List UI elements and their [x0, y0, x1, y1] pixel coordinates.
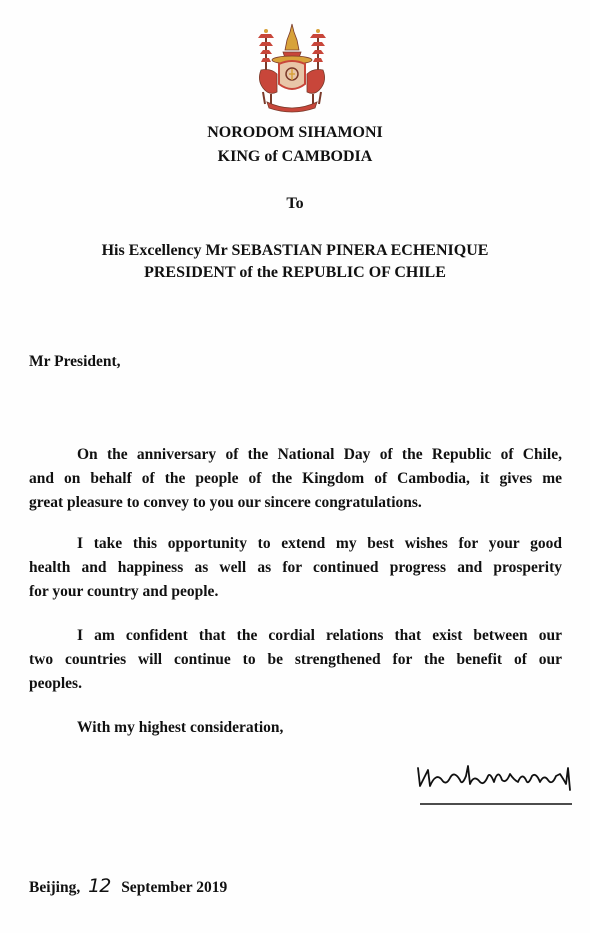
paragraph-line: health and happiness as well as for continued progress and prosperity — [29, 559, 562, 576]
shield-icon — [279, 61, 305, 89]
dateline-place: Beijing, — [29, 879, 81, 896]
paragraph-line: I take this opportunity to extend my best wishes for your good — [77, 535, 562, 552]
recipient-line-2: PRESIDENT of the REPUBLIC OF CHILE — [144, 264, 446, 281]
lion-supporter-icon — [259, 70, 277, 105]
paragraph-line: On the anniversary of the National Day of the Republic of Chile, — [77, 446, 562, 463]
body-paragraph-2 — [29, 532, 562, 604]
paragraph-line: peoples. — [29, 675, 82, 692]
royal-crest-icon — [253, 22, 331, 114]
handwritten-signature-icon — [410, 760, 580, 810]
sender-title: KING of CAMBODIA — [217, 148, 373, 165]
body-paragraph-1 — [29, 443, 562, 515]
paragraph-line: for your country and people. — [29, 583, 219, 600]
crown-icon — [272, 24, 312, 64]
paragraph-line: great pleasure to convey to you our sincere congratulations. — [29, 494, 422, 511]
sender-name: NORODOM SIHAMONI — [207, 124, 383, 141]
gajasingha-supporter-icon — [307, 70, 325, 105]
ribbon-icon — [267, 102, 317, 112]
dateline-day: 12 — [88, 875, 111, 897]
body-paragraph-3 — [29, 624, 562, 696]
paragraph-line: I am confident that the cordial relations that exist between our — [77, 627, 562, 644]
paragraph-line: and on behalf of the people of the Kingdom of Cambodia, it gives me — [29, 470, 562, 487]
salutation: Mr President, — [29, 353, 121, 370]
dateline — [29, 876, 227, 898]
paragraph-line: two countries will continue to be strengthened for the benefit of our — [29, 651, 562, 668]
dateline-month-year: September 2019 — [121, 879, 228, 896]
recipient-line-1: His Excellency Mr SEBASTIAN PINERA ECHENIQUE — [101, 242, 489, 259]
to-label: To — [286, 195, 304, 212]
closing: With my highest consideration, — [77, 719, 284, 736]
